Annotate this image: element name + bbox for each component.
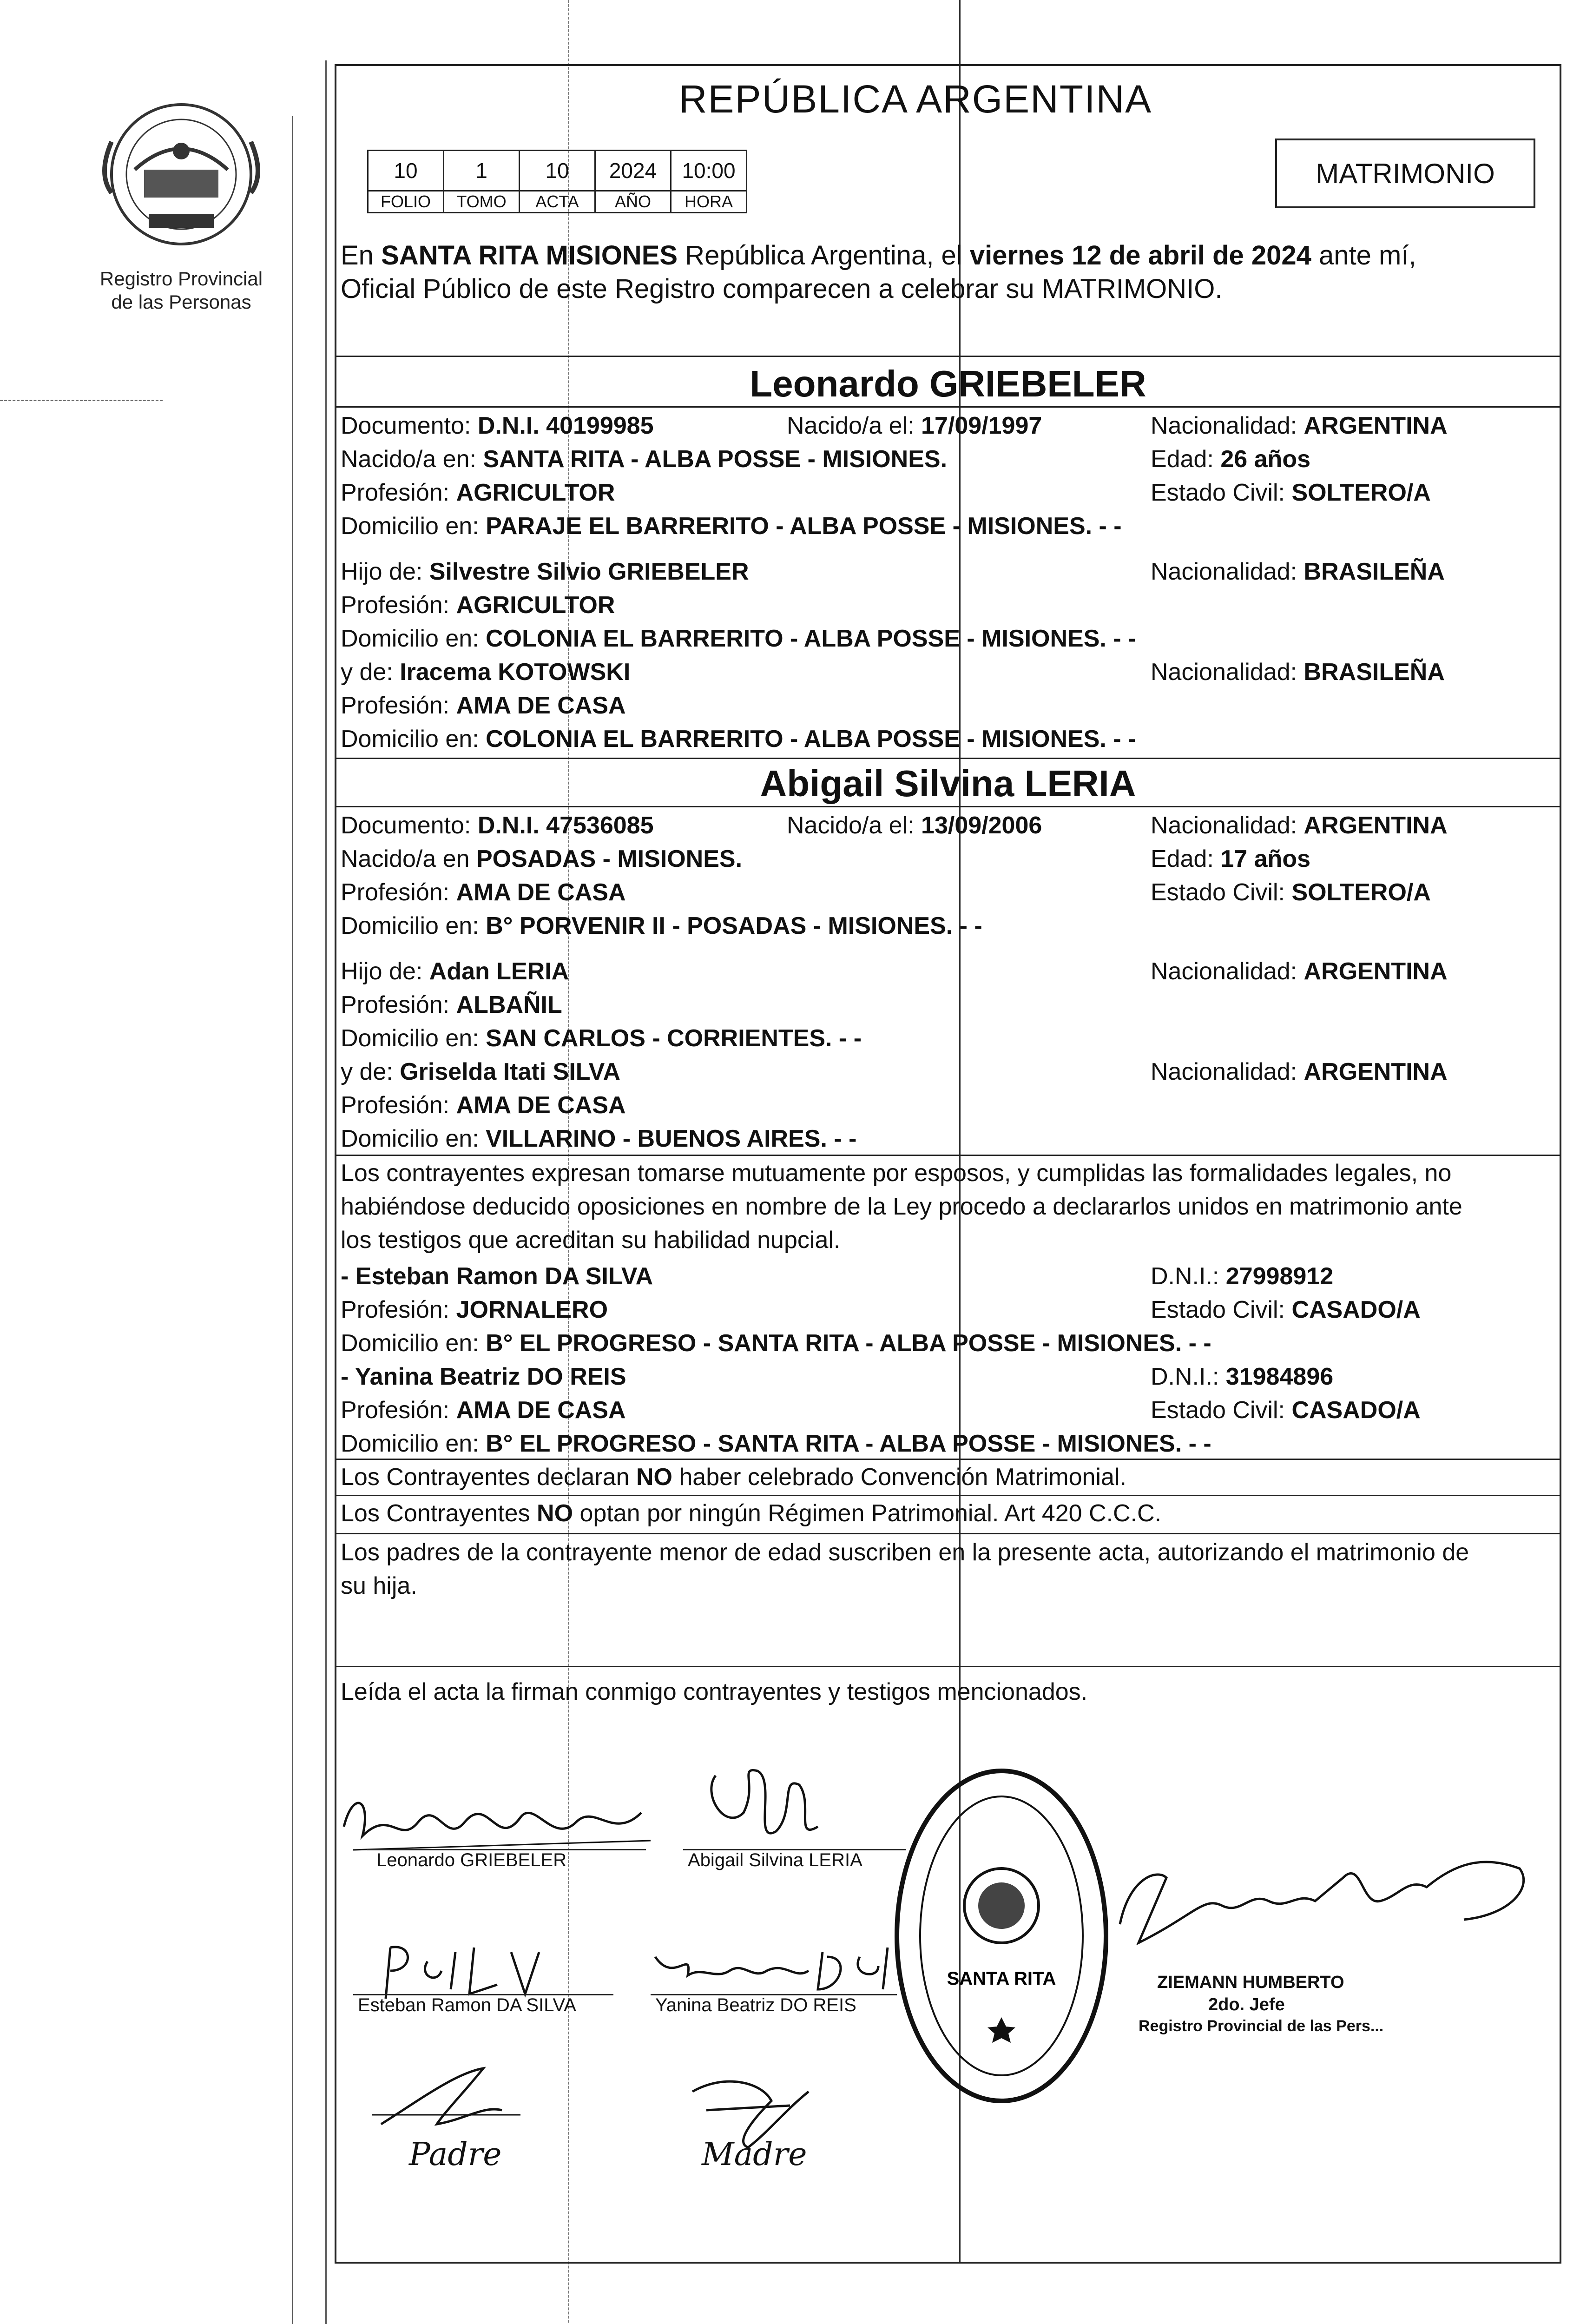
registry-label [84,267,279,314]
bride-father-name: Adan LERIA [429,958,569,985]
witness-1-profession-row: Profesión: JORNALERO Estado Civil: CASADO/A [341,1296,1421,1323]
witness-2-signature [646,1938,906,2003]
divider [335,1666,1561,1667]
bride-row-4: Domicilio en: B° PORVENIR II - POSADAS - MISIONES. - - [341,912,982,939]
divider [335,1495,1561,1496]
bride-birthplace: POSADAS - MISIONES. [476,845,743,872]
groom-signature-caption: Leonardo GRIEBELER [376,1850,567,1870]
groom-father-address-row: Domicilio en: COLONIA EL BARRERITO - ALBA POSSE - MISIONES. - - [341,625,1136,652]
divider [335,758,1561,759]
divider [335,806,1561,807]
stamp-inner-text: SANTA RITA [947,1968,1056,1989]
groom-age: 26 años [1220,446,1310,473]
bride-row-3: Profesión: AMA DE CASA Estado Civil: SOLTERO/A [341,879,1431,906]
tomo-value: 1 [444,151,520,191]
bride-father-profession-row: Profesión: ALBAÑIL [341,991,562,1018]
intro-city: SANTA RITA MISIONES [381,240,678,271]
groom-row-4: Domicilio en: PARAJE EL BARRERITO - ALBA POSSE - MISIONES. - - [341,513,1122,540]
province-seal-logo [84,100,279,253]
father-signature [362,2054,539,2143]
bride-name: Abigail Silvina LERIA [760,763,1136,804]
official-signature [1101,1850,1547,1971]
bride-profession: AMA DE CASA [456,879,626,906]
folio-table [367,150,747,213]
bride-nationality: ARGENTINA [1304,812,1448,839]
intro-date: viernes 12 de abril de 2024 [969,240,1311,271]
parents-note: Los padres de la contrayente menor de edad suscriben en la presente acta, autorizando el matrimonio de su hija. [341,1539,1469,1599]
bride-father-nationality: ARGENTINA [1304,958,1448,985]
bride-mother-profession-row: Profesión: AMA DE CASA [341,1092,626,1119]
bride-mother-nationality: ARGENTINA [1304,1058,1448,1085]
folio-label: FOLIO [368,191,444,213]
witness-2-row: - Yanina Beatriz DO REIS D.N.I.: 31984896 [341,1363,1334,1390]
witness-2-address-row: Domicilio en: B° EL PROGRESO - SANTA RITA - ALBA POSSE - MISIONES. - - [341,1430,1211,1457]
groom-mother-nationality: BRASILEÑA [1304,659,1445,686]
bride-civil-status: SOLTERO/A [1291,879,1431,906]
groom-profession: AGRICULTOR [456,479,615,506]
hora-value: 10:00 [671,151,747,191]
convention-line-1: Los Contrayentes declaran NO haber celebrado Convención Matrimonial. [341,1464,1126,1491]
groom-row-1: Documento: D.N.I. 40199985 Nacido/a el: 17/09/1997 Nacionalidad: ARGENTINA [341,412,1448,439]
bride-dni: D.N.I. 47536085 [477,812,654,839]
divider [335,1459,1561,1460]
bride-mother-address-row: Domicilio en: VILLARINO - BUENOS AIRES. - - [341,1125,857,1152]
document-type-box: MATRIMONIO [1275,139,1535,208]
acta-label: ACTA [520,191,595,213]
intro-paragraph: En SANTA RITA MISIONES República Argentina, el viernes 12 de abril de 2024 ante mí, Oficial Público de este Registro comparecen a celebrar su MATRIMONIO. [341,239,1558,306]
intro-line2: Oficial Público de este Registro comparecen a celebrar su MATRIMONIO. [341,274,1223,304]
groom-mother-row: y de: Iracema KOTOWSKI Nacionalidad: BRASILEÑA [341,659,1445,686]
bride-address: B° PORVENIR II - POSADAS - MISIONES. - - [486,912,982,939]
groom-dni: D.N.I. 40199985 [477,412,654,439]
margin-line [292,116,293,2324]
anio-label: AÑO [595,191,671,213]
divider [335,1155,1561,1156]
hora-label: HORA [671,191,747,213]
groom-birth-date: 17/09/1997 [921,412,1042,439]
page-title: REPÚBLICA ARGENTINA [678,77,1152,121]
groom-address: PARAJE EL BARRERITO - ALBA POSSE - MISIONES. - - [486,513,1122,540]
groom-birthplace: SANTA RITA - ALBA POSSE - MISIONES. [483,446,948,473]
mother-handwritten-label: Madre [702,2136,807,2173]
groom-mother-address-row: Domicilio en: COLONIA EL BARRERITO - ALBA POSSE - MISIONES. - - [341,726,1136,753]
groom-father-row: Hijo de: Silvestre Silvio GRIEBELER Nacionalidad: BRASILEÑA [341,558,1445,585]
groom-father-name: Silvestre Silvio GRIEBELER [429,558,749,585]
registry-label-line1: Registro Provincial [99,268,263,290]
groom-father-nationality: BRASILEÑA [1304,558,1445,585]
groom-father-profession-row: Profesión: AGRICULTOR [341,592,615,619]
bride-row-2: Nacido/a en POSADAS - MISIONES. Edad: 17 años [341,845,1310,872]
witness-1-signature [372,1934,567,2003]
bride-father-address-row: Domicilio en: SAN CARLOS - CORRIENTES. - - [341,1025,862,1052]
anio-value: 2024 [595,151,671,191]
official-title: 2do. Jefe [1208,1995,1285,2014]
declaration-paragraph: Los contrayentes expresan tomarse mutuamente por esposos, y cumplidas las formalidades legales, no habiéndose deducido oposiciones en nombre de la Ley procedo a declararlos unidos en matrimonio ante los testigos que acreditan su habilidad nupcial. [341,1160,1462,1254]
groom-nationality: ARGENTINA [1304,412,1448,439]
father-handwritten-label: Padre [409,2136,502,2173]
groom-civil-status: SOLTERO/A [1291,479,1431,506]
witness-1-row: - Esteban Ramon DA SILVA D.N.I.: 27998912 [341,1263,1334,1290]
witness-2-dni: 31984896 [1225,1363,1334,1390]
witness-2-signature-caption: Yanina Beatriz DO REIS [655,1995,856,2015]
groom-row-2: Nacido/a en: SANTA RITA - ALBA POSSE - MISIONES. Edad: 26 años [341,446,1310,473]
witness-1-address-row: Domicilio en: B° EL PROGRESO - SANTA RITA - ALBA POSSE - MISIONES. - - [341,1330,1211,1357]
folio-value: 10 [368,151,444,191]
bride-row-1: Documento: D.N.I. 47536085 Nacido/a el: 13/09/2006 Nacionalidad: ARGENTINA [341,812,1448,839]
scan-mark [0,400,163,401]
bride-signature-caption: Abigail Silvina LERIA [688,1850,862,1870]
convention-line-2: Los Contrayentes NO optan por ningún Régimen Patrimonial. Art 420 C.C.C. [341,1500,1162,1527]
registry-stamp [892,1766,1111,2106]
official-office: Registro Provincial de las Pers... [1139,2017,1384,2035]
groom-mother-profession-row: Profesión: AMA DE CASA [341,692,626,719]
bride-signature [688,1757,836,1855]
registry-label-line2: de las Personas [111,291,251,313]
groom-mother-name: Iracema KOTOWSKI [400,659,631,686]
groom-name: Leonardo GRIEBELER [750,363,1146,404]
margin-line [325,60,327,2324]
bride-mother-name: Griselda Itati SILVA [400,1058,621,1085]
bride-mother-row: y de: Griselda Itati SILVA Nacionalidad: ARGENTINA [341,1058,1448,1085]
divider [335,1533,1561,1534]
closing-statement: Leída el acta la firman conmigo contrayentes y testigos mencionados. [341,1678,1088,1705]
bride-father-row: Hijo de: Adan LERIA Nacionalidad: ARGENTINA [341,958,1448,985]
tomo-label: TOMO [444,191,520,213]
groom-row-3: Profesión: AGRICULTOR Estado Civil: SOLTERO/A [341,479,1431,506]
divider [335,356,1561,357]
divider [335,406,1561,408]
witness-1-signature-caption: Esteban Ramon DA SILVA [358,1995,576,2015]
witness-2-name: - Yanina Beatriz DO REIS [341,1363,626,1390]
bride-age: 17 años [1220,845,1310,872]
witness-1-name: - Esteban Ramon DA SILVA [341,1263,653,1290]
official-name: ZIEMANN HUMBERTO [1157,1973,1344,1992]
bride-birth-date: 13/09/2006 [921,812,1042,839]
acta-value: 10 [520,151,595,191]
witness-2-profession-row: Profesión: AMA DE CASA Estado Civil: CASADO/A [341,1397,1421,1424]
witness-1-dni: 27998912 [1225,1263,1334,1290]
